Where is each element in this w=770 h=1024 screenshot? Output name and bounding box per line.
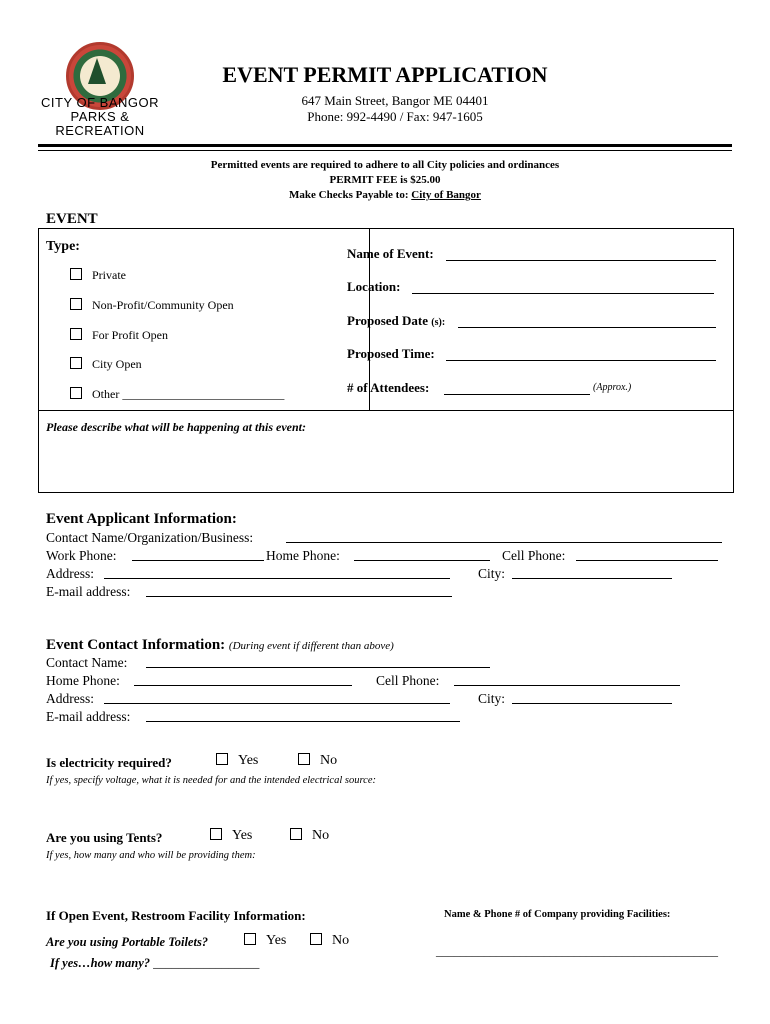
checkbox-portable-yes[interactable] [244, 933, 256, 945]
portable-no-label: No [332, 933, 350, 948]
electricity-yes-option[interactable] [216, 753, 258, 769]
type-option-private[interactable] [70, 268, 126, 283]
restroom-company-input[interactable]: _______________________________________________ [436, 944, 718, 958]
checkbox-tents-no[interactable] [290, 828, 302, 840]
permit-notice [38, 158, 732, 203]
applicant-contact-input[interactable] [286, 532, 722, 543]
how-many-label: If yes…how many? [50, 956, 150, 970]
contact-address-label: Address: [46, 691, 94, 706]
type-label-forprofit: For Profit Open [92, 328, 168, 342]
type-option-forprofit[interactable] [70, 328, 168, 343]
tents-question: Are you using Tents? [46, 830, 163, 845]
location-label: Location: [347, 279, 401, 294]
attendees-field [347, 380, 429, 396]
electricity-no-option[interactable] [298, 753, 337, 769]
contact-city-input[interactable] [512, 693, 672, 704]
type-option-nonprofit[interactable] [70, 298, 234, 313]
checkbox-forprofit[interactable] [70, 328, 82, 340]
city-name [40, 96, 160, 138]
time-label: Proposed Time: [347, 346, 435, 361]
dates-label: Proposed Date [347, 313, 429, 328]
approx-note: (Approx.) [593, 382, 632, 393]
applicant-city-label: City: [478, 566, 506, 581]
restroom-company-label: Name & Phone # of Company providing Facilities: [444, 909, 671, 920]
tents-no-label: No [312, 828, 330, 843]
applicant-contact-label: Contact Name/Organization/Business: [46, 530, 254, 545]
contact-email-label: E-mail address: [46, 709, 131, 724]
how-many-input[interactable]: _________________ [153, 956, 260, 970]
applicant-cell-phone-label: Cell Phone: [502, 548, 566, 563]
applicant-cell-phone-input[interactable] [576, 550, 718, 561]
tents-yes-option[interactable] [210, 828, 252, 844]
applicant-email-input[interactable] [146, 586, 452, 597]
checkbox-portable-no[interactable] [310, 933, 322, 945]
electricity-no-label: No [320, 753, 338, 768]
payable-payee: City of Bangor [411, 189, 481, 201]
attendees-input[interactable] [444, 384, 590, 395]
electricity-question: Is electricity required? [46, 755, 172, 770]
city-line-2: PARKS & RECREATION [55, 109, 145, 138]
time-input[interactable] [446, 350, 716, 361]
attendees-label: # of Attendees: [347, 380, 430, 395]
event-divider-right [369, 410, 733, 411]
location-field [347, 279, 400, 295]
portable-yes-option[interactable] [244, 933, 286, 949]
type-label: Type: [46, 239, 80, 254]
time-field [347, 346, 435, 362]
contact-heading-row [46, 637, 394, 654]
contact-cell-phone-input[interactable] [454, 675, 680, 686]
checkbox-other[interactable] [70, 387, 82, 399]
event-divider-left [38, 410, 369, 411]
applicant-home-phone-label: Home Phone: [266, 548, 340, 563]
checkbox-electricity-no[interactable] [298, 753, 310, 765]
header-rule-thin [38, 150, 732, 151]
tents-yes-label: Yes [232, 828, 253, 843]
contact-city-label: City: [478, 691, 506, 706]
contact-name-input[interactable] [146, 657, 490, 668]
tents-note: If yes, how many and who will be providing them: [46, 850, 256, 861]
dates-suffix: (s): [431, 317, 446, 328]
payable-prefix: Make Checks Payable to: [289, 189, 412, 201]
section-event: EVENT [46, 211, 98, 227]
how-many-row [50, 956, 259, 971]
notice-policy: Permitted events are required to adhere to all City policies and ordinances [210, 159, 560, 171]
applicant-work-phone-input[interactable] [132, 550, 264, 561]
applicant-email-label: E-mail address: [46, 584, 131, 599]
electricity-yes-label: Yes [238, 753, 259, 768]
header-contact [200, 93, 590, 125]
city-line-1: CITY OF BANGOR [41, 95, 159, 110]
header-address: 647 Main Street, Bangor ME 04401 [301, 93, 489, 108]
type-label-nonprofit: Non-Profit/Community Open [92, 298, 234, 312]
applicant-address-label: Address: [46, 566, 94, 581]
type-option-city[interactable] [70, 357, 142, 372]
contact-home-phone-input[interactable] [134, 675, 352, 686]
checkbox-tents-yes[interactable] [210, 828, 222, 840]
dates-field [347, 313, 445, 329]
type-option-other[interactable] [70, 387, 284, 402]
checkbox-nonprofit[interactable] [70, 298, 82, 310]
applicant-address-input[interactable] [104, 568, 450, 579]
applicant-heading: Event Applicant Information: [46, 511, 237, 527]
event-name-label: Name of Event: [347, 246, 434, 261]
dates-input[interactable] [458, 317, 716, 328]
contact-cell-phone-label: Cell Phone: [376, 673, 440, 688]
applicant-city-input[interactable] [512, 568, 672, 579]
header-rule-thick [38, 144, 732, 147]
header-phone: Phone: 992-4490 / Fax: 947-1605 [307, 109, 483, 124]
checkbox-electricity-yes[interactable] [216, 753, 228, 765]
event-name-input[interactable] [446, 250, 716, 261]
electricity-note: If yes, specify voltage, what it is needed for and the intended electrical source: [46, 775, 376, 786]
portable-yes-label: Yes [266, 933, 287, 948]
contact-name-label: Contact Name: [46, 655, 128, 670]
type-label-private: Private [92, 268, 126, 282]
checkbox-private[interactable] [70, 268, 82, 280]
applicant-home-phone-input[interactable] [354, 550, 490, 561]
contact-email-input[interactable] [146, 711, 460, 722]
contact-address-input[interactable] [104, 693, 450, 704]
restroom-heading: If Open Event, Restroom Facility Information: [46, 908, 306, 923]
describe-textarea[interactable] [44, 440, 726, 486]
portable-no-option[interactable] [310, 933, 349, 949]
portable-question: Are you using Portable Toilets? [46, 935, 209, 949]
type-label-other: Other [92, 387, 120, 401]
event-name-field [347, 246, 434, 262]
notice-fee: PERMIT FEE is $25.00 [329, 174, 441, 186]
checkbox-city[interactable] [70, 357, 82, 369]
type-label-city: City Open [92, 357, 142, 371]
other-input-line[interactable]: ___________________________ [122, 387, 285, 401]
describe-label: Please describe what will be happening at this event: [46, 420, 306, 434]
pine-tree-icon [88, 58, 106, 84]
page-title: EVENT PERMIT APPLICATION [222, 62, 548, 87]
applicant-work-phone-label: Work Phone: [46, 548, 117, 563]
tents-no-option[interactable] [290, 828, 329, 844]
location-input[interactable] [412, 283, 714, 294]
contact-note: (During event if different than above) [228, 640, 394, 652]
contact-home-phone-label: Home Phone: [46, 673, 120, 688]
notice-payable [38, 188, 732, 203]
contact-heading: Event Contact Information: [46, 637, 226, 653]
